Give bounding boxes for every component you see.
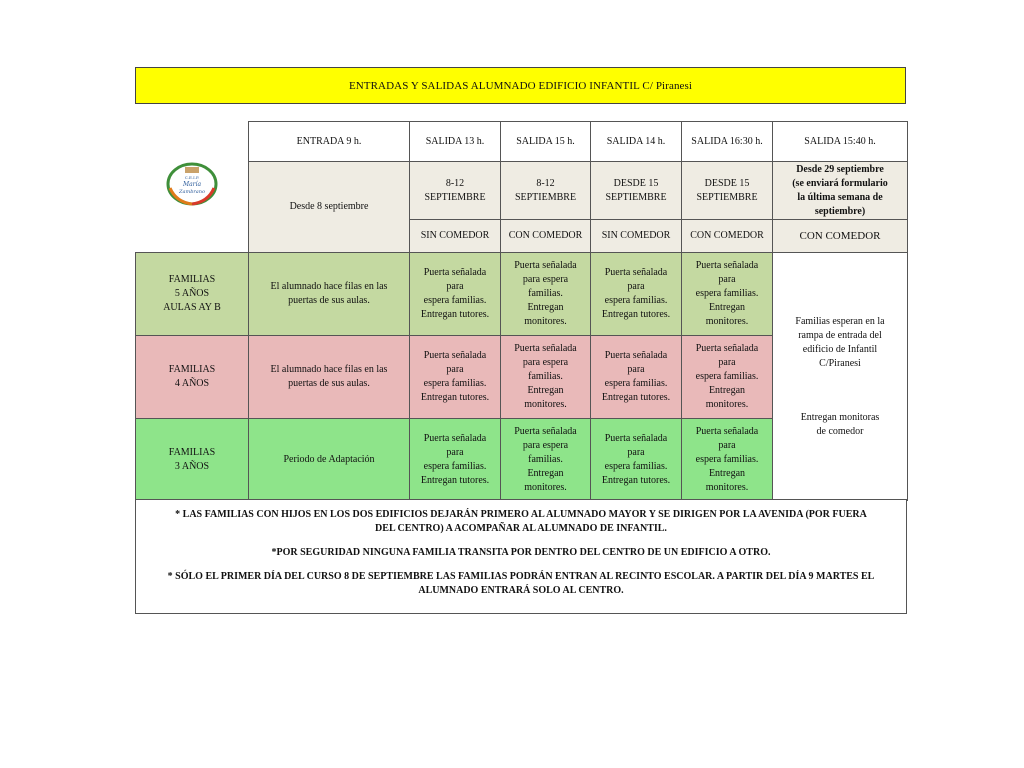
cell-salida-15: Puerta señalada para espera familias. Entregan monitores.	[501, 419, 591, 501]
school-logo-icon	[166, 162, 218, 206]
logo-cell	[136, 122, 249, 253]
note-2: *POR SEGURIDAD NINGUNA FAMILIA TRANSITA POR DENTRO DEL CENTRO DE UN EDIFICIO A OTRO.	[271, 547, 771, 558]
salida-1540-text: Familias esperan en la rampa de entrada del edificio de Infantil C/Piranesi	[795, 315, 885, 369]
cell-entrada: Periodo de Adaptación	[249, 419, 410, 501]
date-entrada: Desde 8 septiembre	[249, 162, 410, 253]
cell-salida-14: Puerta señalada para espera familias. Entregan tutores.	[591, 336, 682, 419]
row-label: FAMILIAS 4 AÑOS	[136, 336, 249, 419]
cell-salida-13: Puerta señalada para espera familias. Entregan tutores.	[410, 336, 501, 419]
header-salida-15: SALIDA 15 h.	[501, 122, 591, 162]
cell-salida-1540	[773, 253, 908, 501]
cell-entrada: El alumnado hace filas en las puertas de sus aulas.	[249, 253, 410, 336]
salida-1540-entrega: Entregan monitoras de comedor	[800, 411, 880, 437]
schedule-table	[135, 121, 908, 501]
table-row	[136, 253, 908, 336]
comedor-salida-14: SIN COMEDOR	[591, 220, 682, 253]
comedor-salida-13: SIN COMEDOR	[410, 220, 501, 253]
comedor-salida-1540: CON COMEDOR	[773, 220, 908, 253]
header-salida-14: SALIDA 14 h.	[591, 122, 682, 162]
date-salida-14: DESDE 15 SEPTIEMBRE	[591, 162, 682, 220]
cell-salida-1630: Puerta señalada para espera familias. Entregan monitores.	[682, 419, 773, 501]
header-salida-1630: SALIDA 16:30 h.	[682, 122, 773, 162]
notes-box	[135, 499, 907, 614]
header-salida-1540: SALIDA 15:40 h.	[773, 122, 908, 162]
cell-salida-14: Puerta señalada para espera familias. Entregan tutores.	[591, 419, 682, 501]
cell-salida-1630: Puerta señalada para espera familias. Entregan monitores.	[682, 336, 773, 419]
logo-text-3: Zambrano	[178, 189, 205, 196]
comedor-salida-1630: CON COMEDOR	[682, 220, 773, 253]
date-salida-1540: Desde 29 septiembre (se enviará formulario la última semana de septiembre)	[773, 162, 908, 220]
row-label: FAMILIAS 3 AÑOS	[136, 419, 249, 501]
cell-salida-15: Puerta señalada para espera familias. Entregan monitores.	[501, 336, 591, 419]
cell-salida-13: Puerta señalada para espera familias. Entregan tutores.	[410, 419, 501, 501]
date-salida-15: 8-12 SEPTIEMBRE	[501, 162, 591, 220]
logo-text-1: C.E.I.P.	[184, 175, 199, 181]
logo-text-2: María	[182, 181, 201, 189]
cell-entrada: El alumnado hace filas en las puertas de sus aulas.	[249, 336, 410, 419]
cell-salida-14: Puerta señalada para espera familias. Entregan tutores.	[591, 253, 682, 336]
cell-salida-1630: Puerta señalada para espera familias. Entregan monitores.	[682, 253, 773, 336]
date-salida-1630: DESDE 15 SEPTIEMBRE	[682, 162, 773, 220]
row-label: FAMILIAS 5 AÑOS AULAS AY B	[136, 253, 249, 336]
cell-salida-13: Puerta señalada para espera familias. Entregan tutores.	[410, 253, 501, 336]
note-3: * SÓLO EL PRIMER DÍA DEL CURSO 8 DE SEPTIEMBRE LAS FAMILIAS PODRÁN ENTRAN AL RECINTO ESCOLAR. A PARTIR DEL DÍA 9 MARTES EL ALUMNADO ENTRARÁ SOLO AL CENTRO.	[167, 571, 875, 596]
date-salida-13: 8-12 SEPTIEMBRE	[410, 162, 501, 220]
header-entrada: ENTRADA 9 h.	[249, 122, 410, 162]
page-title: ENTRADAS Y SALIDAS ALUMNADO EDIFICIO INFANTIL C/ Piranesi	[135, 67, 906, 104]
comedor-salida-15: CON COMEDOR	[501, 220, 591, 253]
cell-salida-15: Puerta señalada para espera familias. Entregan monitores.	[501, 253, 591, 336]
note-1: * LAS FAMILIAS CON HIJOS EN LOS DOS EDIFICIOS DEJARÁN PRIMERO AL ALUMNADO MAYOR Y SE DIRIGEN POR LA AVENIDA (POR FUERA DEL CENTRO) A ACOMPAÑAR AL ALUMNADO DE INFANTIL.	[175, 509, 867, 534]
header-salida-13: SALIDA 13 h.	[410, 122, 501, 162]
